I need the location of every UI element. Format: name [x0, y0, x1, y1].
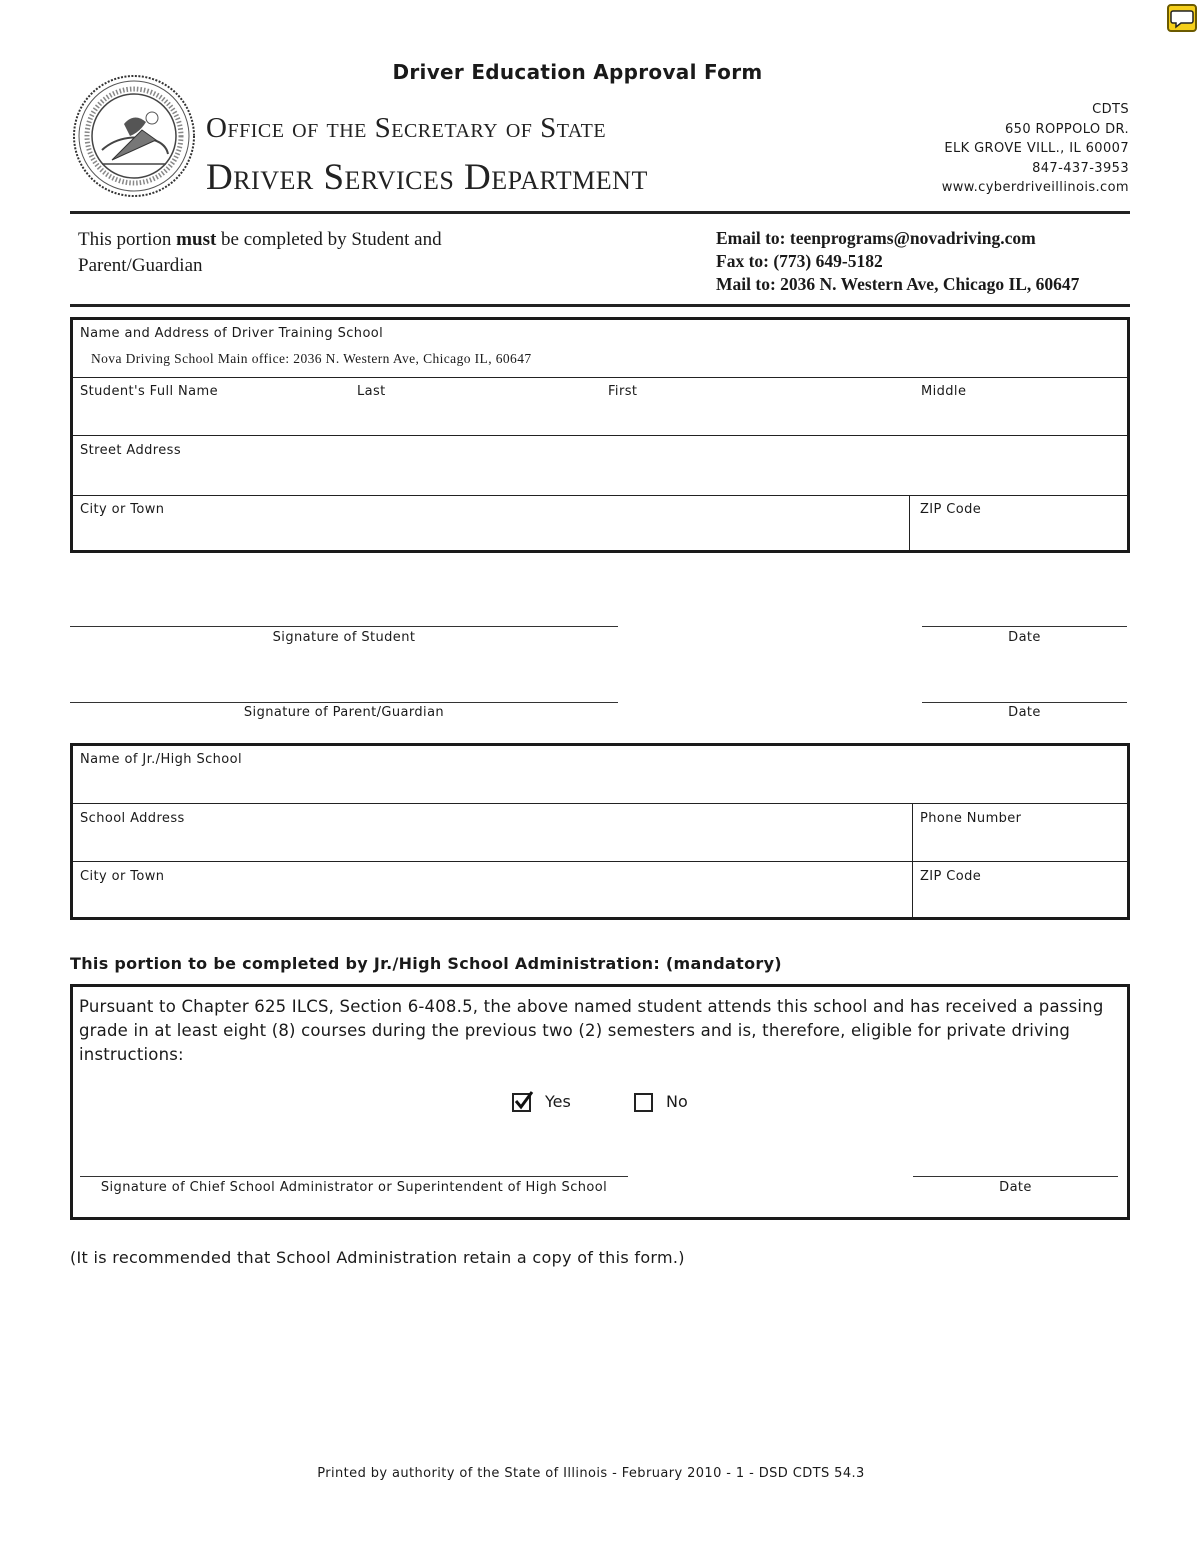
- zip-label: ZIP Code: [920, 502, 982, 517]
- school-zip-label: ZIP Code: [920, 869, 982, 884]
- row-divider: [73, 495, 1127, 496]
- admin-heading: This portion to be completed by Jr./High School Administration: (mandatory): [70, 954, 782, 973]
- row-divider: [73, 435, 1127, 436]
- parent-date-line[interactable]: [922, 702, 1127, 703]
- divider: [70, 304, 1130, 307]
- comment-icon[interactable]: [1167, 4, 1197, 32]
- department-heading: Driver Services Department: [206, 157, 648, 198]
- student-date-line[interactable]: [922, 626, 1127, 627]
- portion-emphasis: must: [176, 229, 217, 250]
- mail-contact: Mail to: 2036 N. Western Ave, Chicago IL, 60647: [716, 274, 1080, 294]
- address-line: 847-437-3953: [1032, 160, 1129, 176]
- last-name-label: Last: [357, 384, 386, 399]
- checkmark-icon: [513, 1090, 535, 1112]
- portion-instruction: [78, 227, 548, 279]
- no-checkbox[interactable]: [634, 1093, 653, 1112]
- row-divider: [73, 861, 1127, 862]
- column-divider: [909, 495, 910, 550]
- school-info-box: [70, 743, 1130, 920]
- street-address-label: Street Address: [80, 443, 182, 458]
- yes-checkbox[interactable]: [512, 1093, 531, 1112]
- row-divider: [73, 377, 1127, 378]
- retain-copy-note: (It is recommended that School Administration retain a copy of this form.): [70, 1248, 685, 1267]
- address-block: [942, 100, 1129, 198]
- admin-signature-line[interactable]: [80, 1176, 628, 1177]
- first-name-label: First: [608, 384, 638, 399]
- school-address-label: School Address: [80, 811, 185, 826]
- contact-info: [716, 227, 1079, 296]
- address-line: ELK GROVE VILL., IL 60007: [944, 141, 1129, 156]
- driving-school-value[interactable]: Nova Driving School Main office: 2036 N. Western Ave, Chicago IL, 60647: [91, 351, 532, 366]
- divider: [70, 211, 1130, 214]
- office-heading: Office of the Secretary of State: [206, 112, 607, 144]
- yes-label: Yes: [545, 1092, 571, 1111]
- fax-contact: Fax to: (773) 649-5182: [716, 251, 883, 271]
- driving-school-label: Name and Address of Driver Training School: [80, 326, 384, 341]
- state-seal-icon: [72, 72, 196, 200]
- student-info-box: [70, 317, 1130, 553]
- column-divider: [912, 803, 913, 917]
- school-name-label: Name of Jr./High School: [80, 752, 243, 767]
- middle-name-label: Middle: [921, 384, 967, 399]
- portion-text-start: This portion: [78, 229, 177, 250]
- eligibility-statement: Pursuant to Chapter 625 ILCS, Section 6-408.5, the above named student attends this school and has received a passing grade in at least eight (8) courses during the previous two (2) semesters and is, therefore, eligible for private driving instructions:: [79, 997, 1104, 1064]
- parent-signature-caption: Signature of Parent/Guardian: [243, 705, 445, 720]
- address-line: 650 ROPPOLO DR.: [1005, 121, 1129, 137]
- school-city-label: City or Town: [80, 869, 165, 884]
- form-title: Driver Education Approval Form: [392, 60, 763, 84]
- admin-date-caption: Date: [999, 1180, 1032, 1195]
- portion-text-end: be completed by Student and Parent/Guardian: [78, 229, 442, 276]
- admin-date-line[interactable]: [913, 1176, 1118, 1177]
- admin-signature-caption: Signature of Chief School Administrator or Superintendent of High School: [100, 1180, 608, 1195]
- student-signature-caption: Signature of Student: [272, 630, 416, 645]
- student-date-caption: Date: [1008, 630, 1041, 645]
- student-signature-line[interactable]: [70, 626, 618, 627]
- no-label: No: [666, 1092, 688, 1111]
- phone-label: Phone Number: [920, 811, 1022, 826]
- footer: Printed by authority of the State of Illinois - February 2010 - 1 - DSD CDTS 54.3: [317, 1466, 865, 1481]
- parent-date-caption: Date: [1008, 705, 1041, 720]
- row-divider: [73, 803, 1127, 804]
- parent-signature-line[interactable]: [70, 702, 618, 703]
- city-label: City or Town: [80, 502, 165, 517]
- website-link[interactable]: www.cyberdriveillinois.com: [941, 180, 1129, 195]
- address-line: CDTS: [1092, 102, 1129, 117]
- email-contact[interactable]: Email to: teenprograms@novadriving.com: [716, 228, 1036, 248]
- full-name-label: Student's Full Name: [80, 384, 218, 399]
